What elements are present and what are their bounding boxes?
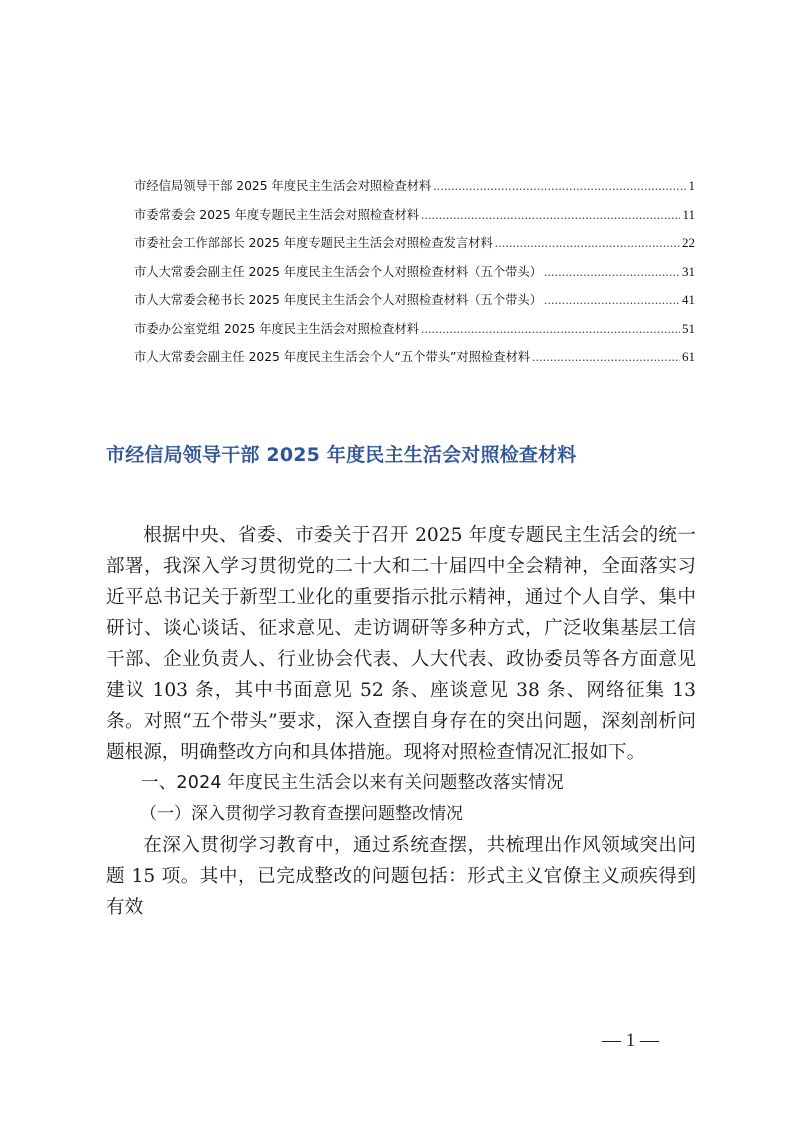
toc-entry-page: 11 xyxy=(682,206,695,222)
toc-entry[interactable] xyxy=(134,319,695,348)
toc-leader-dots xyxy=(532,350,680,365)
toc-entry-page: 41 xyxy=(682,292,695,307)
toc-entry[interactable] xyxy=(134,233,695,262)
toc-leader-dots xyxy=(544,265,680,280)
toc-entry[interactable] xyxy=(134,347,695,376)
toc-leader-dots xyxy=(421,208,680,223)
toc-entry-page: 31 xyxy=(682,263,695,279)
document-title: 市经信局领导干部 2025 年度民主生活会对照检查材料 xyxy=(106,444,577,466)
toc-entry-title: 市人大常委会秘书长 2025 年度民主生活会个人对照检查材料（五个带头） xyxy=(134,293,543,307)
page-number: — 1 — xyxy=(602,1030,659,1051)
toc-entry-title: 市委常委会 2025 年度专题民主生活会对照检查材料 xyxy=(134,207,420,222)
toc-leader-dots xyxy=(433,179,686,194)
toc-leader-dots xyxy=(495,236,680,251)
subsection-heading: （一）深入贯彻学习教育查摆问题整改情况 xyxy=(140,804,463,824)
toc-entry-title: 市委办公室党组 2025 年度民主生活会对照检查材料 xyxy=(134,321,420,336)
toc-entry-page: 22 xyxy=(682,235,695,250)
document-body xyxy=(106,520,696,923)
toc-leader-dots xyxy=(544,293,680,308)
toc-entry-title: 市人大常委会副主任 2025 年度民主生活会个人“五个带头”对照检查材料 xyxy=(134,350,531,364)
toc-entry-title: 市经信局领导干部 2025 年度民主生活会对照检查材料 xyxy=(134,179,432,193)
section-heading: 一、2024 年度民主生活会以来有关问题整改落实情况 xyxy=(141,773,564,793)
toc-entry-page: 1 xyxy=(688,178,695,193)
toc-entry-page: 51 xyxy=(682,320,695,336)
table-of-contents xyxy=(134,176,695,376)
toc-entry[interactable] xyxy=(134,262,695,291)
toc-entry[interactable] xyxy=(134,176,695,205)
toc-entry[interactable] xyxy=(134,205,695,234)
toc-entry-page: 61 xyxy=(682,349,695,364)
toc-leader-dots xyxy=(421,322,680,337)
subsection-paragraph: 在深入贯彻学习教育中，通过系统查摆，共梳理出作风领域突出问题 15 项。其中，已完成整改的问题包括：形式主义官僚主义顽疾得到有效 xyxy=(106,835,696,918)
toc-entry-title: 市委社会工作部部长 2025 年度专题民主生活会对照检查发言材料 xyxy=(134,236,493,250)
toc-entry[interactable] xyxy=(134,290,695,319)
toc-entry-title: 市人大常委会副主任 2025 年度民主生活会个人对照检查材料（五个带头） xyxy=(134,264,543,279)
intro-paragraph: 根据中央、省委、市委关于召开 2025 年度专题民主生活会的统一部署，我深入学习贯彻党的二十大和二十届四中全会精神，全面落实习近平总书记关于新型工业化的重要指示批示精神，通过个人自学、集中研讨、谈心谈话、征求意见、走访调研等多种方式，广泛收集基层工信干部、企业负责人、行业协会代表、人大代表、政协委员等各方面意见建议 103 条，其中书面意见 52 条、座谈意见 38 条、网络征集 13 条。对照“五个带头”要求，深入查摆自身存在的突出问题，深刻剖析问题根源，明确整改方向和具体措施。现将对照检查情况汇报如下。 xyxy=(106,525,696,763)
